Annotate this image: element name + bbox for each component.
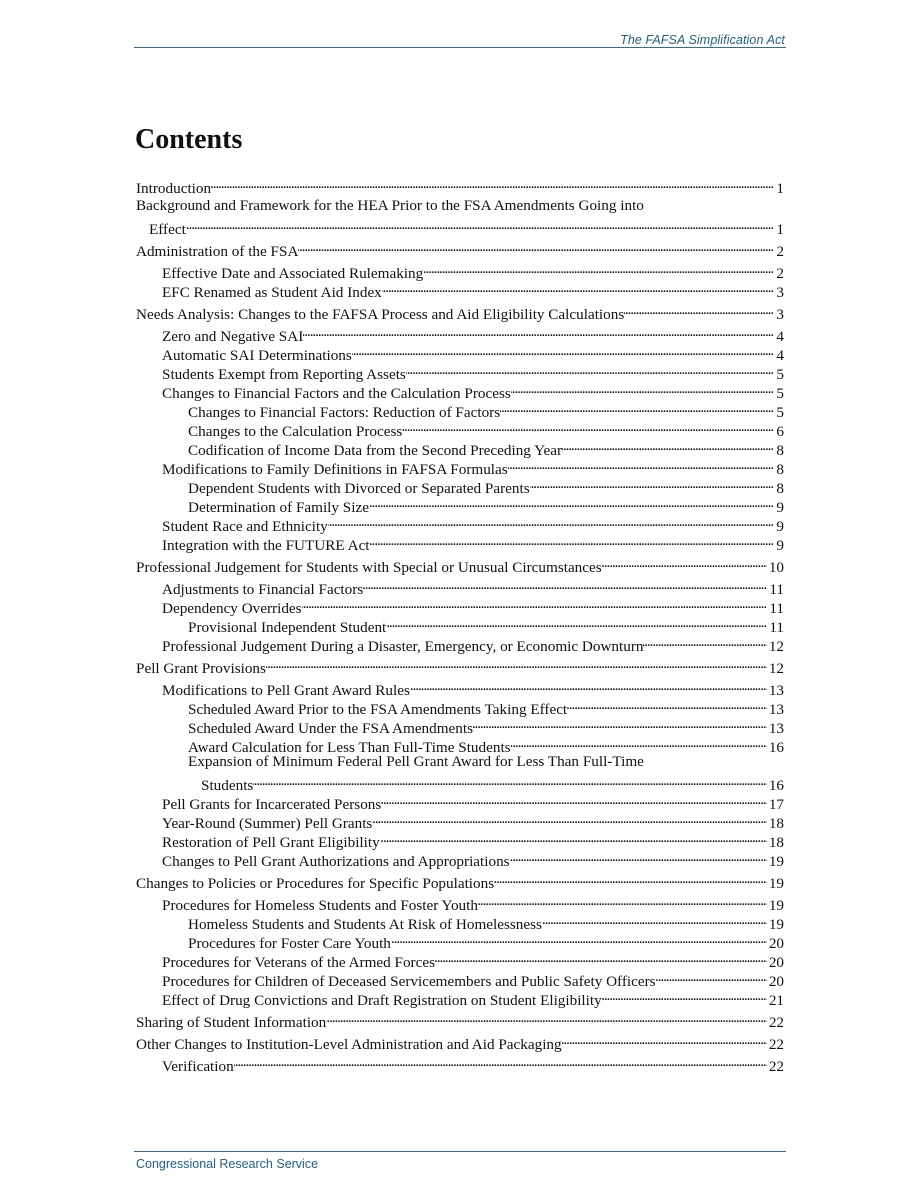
contents-heading: Contents: [135, 124, 243, 155]
page-header: [134, 30, 786, 48]
toc-entry[interactable]: Changes to the Calculation Process . . . 6: [136, 417, 784, 436]
toc-entry[interactable]: Professional Judgement for Students with Special or Unusual Circumstances . . . 10: [136, 553, 784, 572]
toc-entry[interactable]: Award Calculation for Less Than Full-Time Students . . . 16: [136, 733, 784, 752]
toc-entry[interactable]: Scheduled Award Under the FSA Amendments . . . 13: [136, 714, 784, 733]
toc-entry[interactable]: Student Race and Ethnicity . . . 9: [136, 512, 784, 531]
toc-entry[interactable]: Background and Framework for the HEA Prior to the FSA Amendments Going into: [136, 197, 644, 214]
toc-entry[interactable]: Provisional Independent Student . . . 11: [136, 613, 784, 632]
toc-entry[interactable]: Zero and Negative SAI . . . 4: [136, 322, 784, 341]
table-of-contents: [136, 174, 784, 1075]
toc-entry[interactable]: Changes to Pell Grant Authorizations and Appropriations . . . 19: [136, 847, 784, 866]
toc-entry[interactable]: Restoration of Pell Grant Eligibility . . . 18: [136, 828, 784, 847]
toc-entry[interactable]: Procedures for Children of Deceased Servicemembers and Public Safety Officers . . . 20: [136, 967, 784, 986]
toc-entry[interactable]: Integration with the FUTURE Act . . . 9: [136, 531, 784, 550]
page-footer: [134, 1151, 786, 1171]
toc-entry[interactable]: Professional Judgement During a Disaster, Emergency, or Economic Downturn . . . 12: [136, 632, 784, 651]
toc-entry[interactable]: Pell Grant Provisions . . . 12: [136, 654, 784, 673]
toc-entry[interactable]: Procedures for Homeless Students and Foster Youth . . . 19: [136, 891, 784, 910]
toc-entry[interactable]: Dependency Overrides . . . 11: [136, 594, 784, 613]
toc-entry[interactable]: Homeless Students and Students At Risk of Homelessness . . . 19: [136, 910, 784, 929]
toc-entry[interactable]: Changes to Financial Factors: Reduction of Factors . . . 5: [136, 398, 784, 417]
toc-entry-continuation[interactable]: Students . . . 16: [136, 771, 784, 790]
toc-entry[interactable]: EFC Renamed as Student Aid Index . . . 3: [136, 278, 784, 297]
toc-entry[interactable]: Procedures for Foster Care Youth . . . 20: [136, 929, 784, 948]
toc-entry[interactable]: Sharing of Student Information . . . 22: [136, 1008, 784, 1027]
toc-entry[interactable]: Other Changes to Institution-Level Administration and Aid Packaging . . . 22: [136, 1030, 784, 1049]
toc-entry[interactable]: Students Exempt from Reporting Assets . . . 5: [136, 360, 784, 379]
toc-entry[interactable]: Changes to Policies or Procedures for Specific Populations . . . 19: [136, 869, 784, 888]
toc-entry-continuation[interactable]: Effect . . . 1: [136, 215, 784, 234]
toc-entry[interactable]: Year-Round (Summer) Pell Grants . . . 18: [136, 809, 784, 828]
toc-entry[interactable]: Introduction . . . 1: [136, 174, 784, 193]
toc-entry[interactable]: Changes to Financial Factors and the Calculation Process . . . 5: [136, 379, 784, 398]
toc-entry[interactable]: Modifications to Pell Grant Award Rules . . . 13: [136, 676, 784, 695]
toc-entry[interactable]: Adjustments to Financial Factors . . . 11: [136, 575, 784, 594]
toc-entry[interactable]: Scheduled Award Prior to the FSA Amendments Taking Effect . . . 13: [136, 695, 784, 714]
toc-entry[interactable]: Codification of Income Data from the Second Preceding Year . . . 8: [136, 436, 784, 455]
running-header-title: The FAFSA Simplification Act: [620, 33, 785, 47]
toc-entry[interactable]: Effect of Drug Convictions and Draft Registration on Student Eligibility . . . 21: [136, 986, 784, 1005]
toc-entry[interactable]: Modifications to Family Definitions in FAFSA Formulas . . . 8: [136, 455, 784, 474]
toc-entry[interactable]: Determination of Family Size . . . 9: [136, 493, 784, 512]
toc-entry[interactable]: Automatic SAI Determinations . . . 4: [136, 341, 784, 360]
toc-entry[interactable]: Expansion of Minimum Federal Pell Grant Award for Less Than Full-Time: [188, 753, 644, 770]
toc-entry[interactable]: Pell Grants for Incarcerated Persons . . . 17: [136, 790, 784, 809]
toc-entry[interactable]: Administration of the FSA . . . 2: [136, 237, 784, 256]
footer-source: Congressional Research Service: [136, 1157, 319, 1171]
toc-entry[interactable]: Procedures for Veterans of the Armed Forces . . . 20: [136, 948, 784, 967]
toc-entry[interactable]: Verification . . . 22: [136, 1052, 784, 1071]
toc-entry[interactable]: Effective Date and Associated Rulemaking . . . 2: [136, 259, 784, 278]
toc-entry[interactable]: Dependent Students with Divorced or Separated Parents . . . 8: [136, 474, 784, 493]
toc-entry[interactable]: Needs Analysis: Changes to the FAFSA Process and Aid Eligibility Calculations . . . 3: [136, 300, 784, 319]
